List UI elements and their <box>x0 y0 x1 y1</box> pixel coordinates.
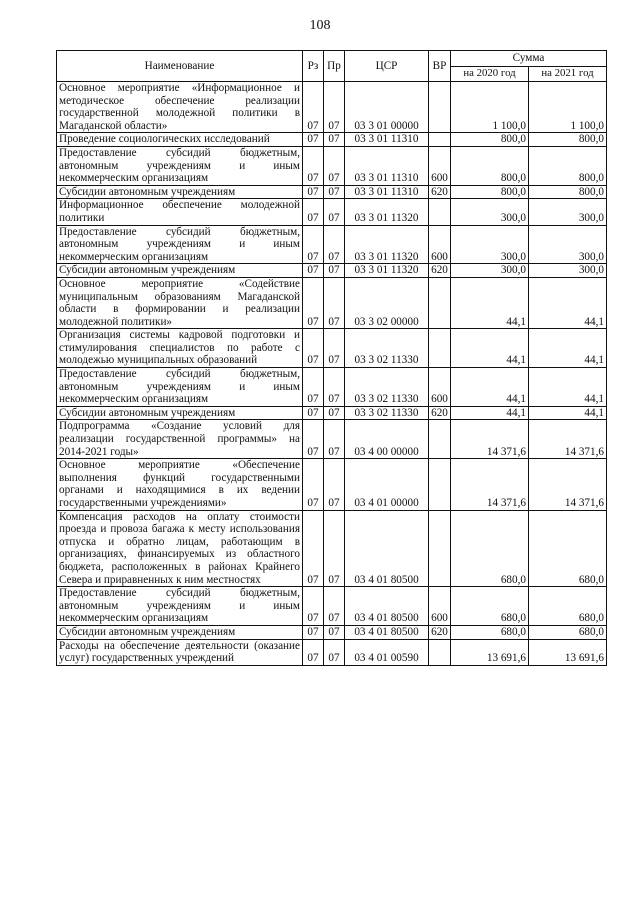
cell-vr: 600 <box>429 368 451 407</box>
cell-csr: 03 3 01 00000 <box>345 82 429 133</box>
cell-name: Основное мероприятие «Информационное и методическое обеспечение реализации государственной молодежной политики в Магаданской области» <box>57 82 303 133</box>
cell-csr: 03 3 01 11320 <box>345 225 429 264</box>
cell-sum-2021: 300,0 <box>529 199 607 225</box>
cell-rz: 07 <box>303 264 324 278</box>
table-row <box>57 264 607 278</box>
cell-pr: 07 <box>324 368 345 407</box>
cell-vr <box>429 510 451 587</box>
cell-vr <box>429 199 451 225</box>
cell-rz: 07 <box>303 185 324 199</box>
table-row <box>57 587 607 626</box>
cell-pr: 07 <box>324 225 345 264</box>
cell-rz: 07 <box>303 277 324 328</box>
cell-csr: 03 3 01 11310 <box>345 146 429 185</box>
cell-sum-2021: 44,1 <box>529 406 607 420</box>
cell-pr: 07 <box>324 329 345 368</box>
cell-vr <box>429 329 451 368</box>
cell-rz: 07 <box>303 510 324 587</box>
cell-sum-2020: 300,0 <box>451 264 529 278</box>
cell-sum-2020: 300,0 <box>451 199 529 225</box>
cell-sum-2020: 44,1 <box>451 406 529 420</box>
cell-vr <box>429 459 451 510</box>
cell-sum-2020: 680,0 <box>451 587 529 626</box>
cell-sum-2021: 800,0 <box>529 146 607 185</box>
cell-rz: 07 <box>303 133 324 147</box>
cell-sum-2020: 44,1 <box>451 277 529 328</box>
cell-rz: 07 <box>303 329 324 368</box>
cell-sum-2021: 300,0 <box>529 264 607 278</box>
cell-sum-2021: 14 371,6 <box>529 459 607 510</box>
cell-csr: 03 4 01 00590 <box>345 639 429 665</box>
cell-name: Информационное обеспечение молодежной политики <box>57 199 303 225</box>
cell-pr: 07 <box>324 277 345 328</box>
table-row <box>57 185 607 199</box>
cell-pr: 07 <box>324 625 345 639</box>
header-csr: ЦСР <box>345 51 429 82</box>
cell-rz: 07 <box>303 587 324 626</box>
cell-sum-2021: 14 371,6 <box>529 420 607 459</box>
table-row <box>57 329 607 368</box>
cell-csr: 03 3 01 11320 <box>345 264 429 278</box>
table-row <box>57 406 607 420</box>
header-pr: Пр <box>324 51 345 82</box>
cell-pr: 07 <box>324 510 345 587</box>
table-row <box>57 625 607 639</box>
cell-sum-2021: 800,0 <box>529 185 607 199</box>
cell-sum-2020: 800,0 <box>451 133 529 147</box>
table-row <box>57 368 607 407</box>
cell-sum-2020: 800,0 <box>451 185 529 199</box>
cell-pr: 07 <box>324 185 345 199</box>
cell-sum-2021: 13 691,6 <box>529 639 607 665</box>
cell-rz: 07 <box>303 82 324 133</box>
table-row <box>57 639 607 665</box>
cell-name: Основное мероприятие «Обеспечение выполнения функций государственными органами и находящимися в их ведении государственными учреждениями» <box>57 459 303 510</box>
header-vr: ВР <box>429 51 451 82</box>
cell-sum-2021: 44,1 <box>529 368 607 407</box>
table-body <box>57 82 607 666</box>
cell-sum-2020: 44,1 <box>451 368 529 407</box>
cell-csr: 03 4 01 00000 <box>345 459 429 510</box>
cell-vr <box>429 639 451 665</box>
cell-vr <box>429 277 451 328</box>
cell-vr <box>429 133 451 147</box>
cell-sum-2021: 680,0 <box>529 510 607 587</box>
cell-pr: 07 <box>324 459 345 510</box>
table-row <box>57 277 607 328</box>
cell-vr: 600 <box>429 587 451 626</box>
cell-name: Субсидии автономным учреждениям <box>57 625 303 639</box>
header-year-2021: на 2021 год <box>529 66 607 82</box>
cell-pr: 07 <box>324 133 345 147</box>
cell-csr: 03 4 01 80500 <box>345 587 429 626</box>
cell-pr: 07 <box>324 587 345 626</box>
cell-rz: 07 <box>303 406 324 420</box>
cell-sum-2021: 800,0 <box>529 133 607 147</box>
cell-vr: 620 <box>429 625 451 639</box>
table-row <box>57 133 607 147</box>
table-row <box>57 459 607 510</box>
cell-pr: 07 <box>324 199 345 225</box>
header-rz: Рз <box>303 51 324 82</box>
cell-csr: 03 4 00 00000 <box>345 420 429 459</box>
cell-name: Организация системы кадровой подготовки и стимулирования специалистов по работе с молодежью муниципальных образований <box>57 329 303 368</box>
cell-name: Субсидии автономным учреждениям <box>57 406 303 420</box>
table-row <box>57 420 607 459</box>
cell-pr: 07 <box>324 406 345 420</box>
cell-vr <box>429 420 451 459</box>
cell-sum-2020: 800,0 <box>451 146 529 185</box>
header-sum: Сумма <box>451 51 607 67</box>
cell-rz: 07 <box>303 639 324 665</box>
cell-rz: 07 <box>303 625 324 639</box>
cell-name: Компенсация расходов на оплату стоимости проезда и провоза багажа к месту использования отпуска и обратно лицам, работающим в организациях, финансируемых из областного бюджета, расположенных в районах Крайнего Севера и приравненных к ним местностях <box>57 510 303 587</box>
cell-vr: 600 <box>429 225 451 264</box>
cell-name: Предоставление субсидий бюджетным, автономным учреждениям и иным некоммерческим организациям <box>57 225 303 264</box>
cell-vr: 620 <box>429 406 451 420</box>
cell-name: Предоставление субсидий бюджетным, автономным учреждениям и иным некоммерческим организациям <box>57 587 303 626</box>
cell-pr: 07 <box>324 82 345 133</box>
cell-rz: 07 <box>303 199 324 225</box>
cell-name: Подпрограмма «Создание условий для реализации государственной программы» на 2014-2021 годы» <box>57 420 303 459</box>
cell-sum-2020: 680,0 <box>451 625 529 639</box>
cell-csr: 03 3 02 00000 <box>345 277 429 328</box>
table-row <box>57 199 607 225</box>
cell-sum-2021: 680,0 <box>529 587 607 626</box>
table-row <box>57 146 607 185</box>
cell-pr: 07 <box>324 639 345 665</box>
header-year-2020: на 2020 год <box>451 66 529 82</box>
cell-csr: 03 3 02 11330 <box>345 406 429 420</box>
cell-pr: 07 <box>324 146 345 185</box>
cell-name: Субсидии автономным учреждениям <box>57 264 303 278</box>
cell-rz: 07 <box>303 420 324 459</box>
page-number: 108 <box>309 18 331 33</box>
cell-csr: 03 3 01 11320 <box>345 199 429 225</box>
cell-vr: 620 <box>429 185 451 199</box>
cell-rz: 07 <box>303 368 324 407</box>
cell-rz: 07 <box>303 146 324 185</box>
cell-sum-2021: 1 100,0 <box>529 82 607 133</box>
cell-pr: 07 <box>324 264 345 278</box>
cell-csr: 03 3 01 11310 <box>345 133 429 147</box>
cell-sum-2020: 13 691,6 <box>451 639 529 665</box>
table-row <box>57 225 607 264</box>
table-row <box>57 82 607 133</box>
cell-csr: 03 3 01 11310 <box>345 185 429 199</box>
cell-csr: 03 3 02 11330 <box>345 368 429 407</box>
cell-csr: 03 4 01 80500 <box>345 625 429 639</box>
cell-name: Субсидии автономным учреждениям <box>57 185 303 199</box>
cell-sum-2020: 14 371,6 <box>451 459 529 510</box>
cell-rz: 07 <box>303 225 324 264</box>
cell-vr <box>429 82 451 133</box>
cell-name: Проведение социологических исследований <box>57 133 303 147</box>
cell-sum-2020: 300,0 <box>451 225 529 264</box>
cell-sum-2021: 680,0 <box>529 625 607 639</box>
header-name: Наименование <box>57 51 303 82</box>
cell-rz: 07 <box>303 459 324 510</box>
cell-name: Основное мероприятие «Содействие муниципальным образованиям Магаданской области в формировании и реализации молодежной политики» <box>57 277 303 328</box>
cell-sum-2021: 44,1 <box>529 277 607 328</box>
cell-csr: 03 4 01 80500 <box>345 510 429 587</box>
cell-sum-2021: 300,0 <box>529 225 607 264</box>
cell-sum-2021: 44,1 <box>529 329 607 368</box>
cell-name: Предоставление субсидий бюджетным, автономным учреждениям и иным некоммерческим организациям <box>57 146 303 185</box>
cell-vr: 600 <box>429 146 451 185</box>
cell-sum-2020: 44,1 <box>451 329 529 368</box>
budget-table <box>56 50 607 666</box>
table-row <box>57 510 607 587</box>
cell-name: Расходы на обеспечение деятельности (оказание услуг) государственных учреждений <box>57 639 303 665</box>
cell-sum-2020: 14 371,6 <box>451 420 529 459</box>
cell-sum-2020: 1 100,0 <box>451 82 529 133</box>
cell-vr: 620 <box>429 264 451 278</box>
cell-sum-2020: 680,0 <box>451 510 529 587</box>
cell-pr: 07 <box>324 420 345 459</box>
cell-name: Предоставление субсидий бюджетным, автономным учреждениям и иным некоммерческим организациям <box>57 368 303 407</box>
cell-csr: 03 3 02 11330 <box>345 329 429 368</box>
